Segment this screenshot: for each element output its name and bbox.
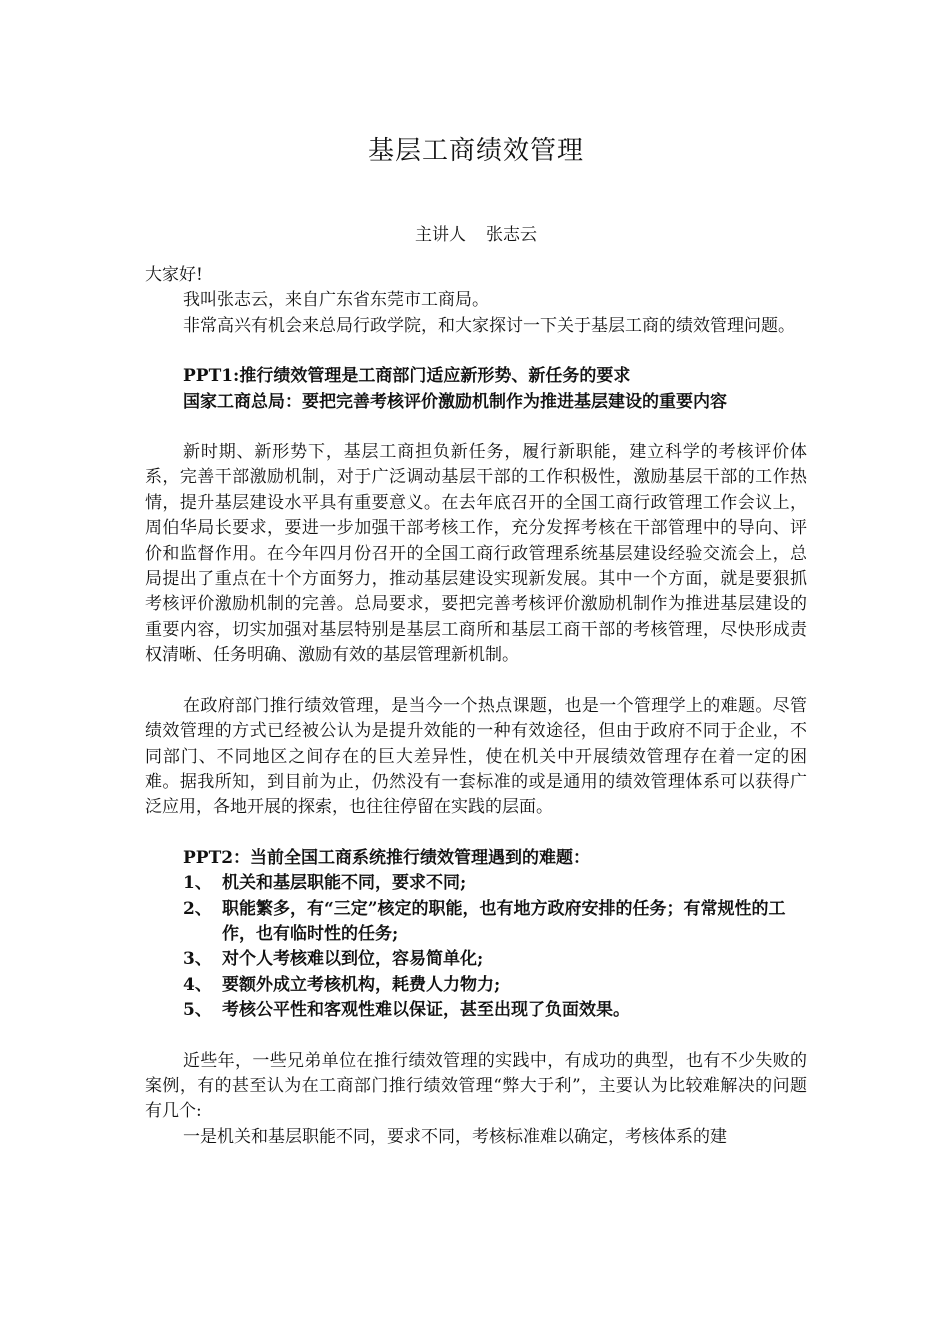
body-paragraph-4: 一是机关和基层职能不同，要求不同，考核标准难以确定，考核体系的建 bbox=[183, 1126, 727, 1147]
ppt2-heading: PPT2：当前全国工商系统推行绩效管理遇到的难题： bbox=[183, 847, 591, 868]
list-item-text: 考核公平性和客观性难以保证，甚至出现了负面效果。 bbox=[222, 1000, 630, 1021]
intro-paragraph: 我叫张志云，来自广东省东莞市工商局。 bbox=[183, 290, 489, 311]
list-item-number: 2、 bbox=[183, 898, 212, 919]
greeting: 大家好! bbox=[145, 265, 203, 285]
list-item bbox=[145, 871, 807, 896]
intro-paragraph: 非常高兴有机会来总局行政学院，和大家探讨一下关于基层工商的绩效管理问题。 bbox=[183, 315, 795, 336]
list-item-text: 机关和基层职能不同，要求不同; bbox=[222, 873, 467, 894]
body-paragraph-3: 近些年，一些兄弟单位在推行绩效管理的实践中，有成功的典型，也有不少失败的案例，有的甚至认为在工商部门推行绩效管理“弊大于利”，主要认为比较难解决的问题有几个: bbox=[145, 1050, 807, 1122]
list-item bbox=[145, 897, 807, 948]
body-paragraph-2: 在政府部门推行绩效管理，是当今一个热点课题，也是一个管理学上的难题。尽管绩效管理的方式已经被公认为是提升效能的一种有效途径，但由于政府不同于企业，不同部门、不同地区之间存在的巨大差异性，使在机关中开展绩效管理存在着一定的困难。据我所知，到目前为止，仍然没有一套标准的或是通用的绩效管理体系可以获得广泛应用，各地开展的探索，也往往停留在实践的层面。 bbox=[145, 695, 807, 818]
list-item-number: 1、 bbox=[183, 873, 212, 894]
body-paragraph-1: 新时期、新形势下，基层工商担负新任务，履行新职能，建立科学的考核评价体系，完善干部激励机制，对于广泛调动基层干部的工作积极性，激励基层干部的工作热情，提升基层建设水平具有重要意义。在去年底召开的全国工商行政管理工作会议上，周伯华局长要求，要进一步加强干部考核工作，充分发挥考核在干部管理中的导向、评价和监督作用。在今年四月份召开的全国工商行政管理系统基层建设经验交流会上，总局提出了重点在十个方面努力，推动基层建设实现新发展。其中一个方面，就是要狠抓考核评价激励机制的完善。总局要求，要把完善考核评价激励机制作为推进基层建设的重要内容，切实加强对基层特别是基层工商所和基层工商干部的考核管理，尽快形成责权清晰、任务明确、激励有效的基层管理新机制。 bbox=[145, 442, 807, 666]
list-item-number: 5、 bbox=[183, 1000, 212, 1021]
list-item bbox=[145, 973, 807, 998]
list-item-number: 3、 bbox=[183, 949, 212, 970]
list-item bbox=[145, 947, 807, 972]
difficulty-list bbox=[145, 871, 807, 1023]
document-page bbox=[145, 128, 807, 1150]
document-title: 基层工商绩效管理 bbox=[367, 136, 584, 166]
list-item-number: 4、 bbox=[183, 974, 212, 995]
byline-name: 张志云 bbox=[486, 225, 537, 245]
ppt1-subheading: 国家工商总局：要把完善考核评价激励机制作为推进基层建设的重要内容 bbox=[183, 391, 727, 412]
list-item bbox=[145, 998, 807, 1023]
byline-role: 主讲人 bbox=[415, 225, 466, 245]
ppt1-heading: PPT1:推行绩效管理是工商部门适应新形势、新任务的要求 bbox=[183, 366, 631, 387]
list-item-text: 对个人考核难以到位，容易简单化; bbox=[222, 949, 484, 970]
list-item-text: 职能繁多，有“三定”核定的职能，也有地方政府安排的任务；有常规性的工作，也有临时性的任务; bbox=[222, 898, 786, 944]
byline bbox=[145, 222, 807, 248]
list-item-text: 要额外成立考核机构，耗费人力物力; bbox=[222, 974, 501, 995]
